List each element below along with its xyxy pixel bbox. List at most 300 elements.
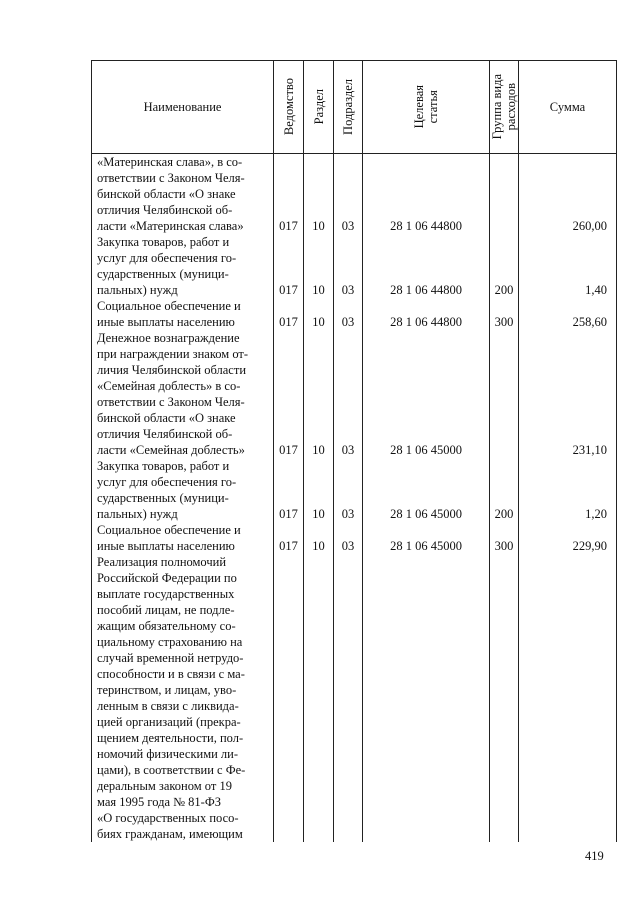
tselevaya-statya-cell	[363, 490, 490, 506]
table-row	[92, 778, 617, 794]
razdel-cell	[304, 778, 334, 794]
vedomstvo-cell	[274, 762, 304, 778]
table-row	[92, 282, 617, 298]
vedomstvo-cell	[274, 826, 304, 842]
summa-cell	[519, 746, 617, 762]
vedomstvo-cell	[274, 458, 304, 474]
vedomstvo-cell	[274, 714, 304, 730]
row-name-line: ответствии с Законом Челя-	[92, 170, 274, 186]
podrazdel-cell	[334, 298, 363, 314]
tselevaya-statya-cell	[363, 602, 490, 618]
podrazdel-cell	[334, 618, 363, 634]
tselevaya-statya-cell	[363, 650, 490, 666]
vedomstvo-cell	[274, 602, 304, 618]
tselevaya-statya-cell	[363, 682, 490, 698]
summa-cell	[519, 250, 617, 266]
razdel-cell	[304, 618, 334, 634]
tselevaya-statya-cell	[363, 266, 490, 282]
razdel-cell	[304, 234, 334, 250]
tselevaya-statya-cell	[363, 570, 490, 586]
vedomstvo-cell	[274, 234, 304, 250]
podrazdel-cell	[334, 730, 363, 746]
table-row	[92, 506, 617, 522]
podrazdel-cell	[334, 474, 363, 490]
row-name-line: Российской Федерации по	[92, 570, 274, 586]
table-row	[92, 570, 617, 586]
table-row	[92, 394, 617, 410]
gruppa-cell	[490, 298, 519, 314]
gruppa-cell	[490, 186, 519, 202]
vedomstvo-cell	[274, 810, 304, 826]
podrazdel-cell	[334, 778, 363, 794]
podrazdel-cell	[334, 570, 363, 586]
vedomstvo-cell	[274, 666, 304, 682]
table-row	[92, 650, 617, 666]
tselevaya-statya-cell	[363, 378, 490, 394]
gruppa-cell	[490, 682, 519, 698]
gruppa-cell	[490, 490, 519, 506]
row-name-line: Реализация полномочий	[92, 554, 274, 570]
table-row	[92, 522, 617, 538]
gruppa-cell	[490, 154, 519, 171]
razdel-cell	[304, 186, 334, 202]
razdel-cell	[304, 762, 334, 778]
summa-cell	[519, 618, 617, 634]
tselevaya-statya-cell	[363, 426, 490, 442]
gruppa-cell	[490, 650, 519, 666]
table-row	[92, 314, 617, 330]
vedomstvo-cell	[274, 362, 304, 378]
podrazdel-cell	[334, 202, 363, 218]
razdel-cell	[304, 810, 334, 826]
header-razdel: Раздел	[304, 61, 334, 154]
tselevaya-statya-cell	[363, 410, 490, 426]
budget-table	[91, 60, 617, 842]
row-name-line: номочий физическими ли-	[92, 746, 274, 762]
gruppa-cell	[490, 202, 519, 218]
podrazdel-cell	[334, 650, 363, 666]
vedomstvo-cell	[274, 266, 304, 282]
row-name-line: при награждении знаком от-	[92, 346, 274, 362]
razdel-cell	[304, 698, 334, 714]
summa-cell	[519, 666, 617, 682]
summa-cell	[519, 234, 617, 250]
tselevaya-statya-cell	[363, 234, 490, 250]
summa-cell	[519, 650, 617, 666]
tselevaya-statya-cell	[363, 778, 490, 794]
table-row	[92, 426, 617, 442]
tselevaya-statya-cell	[363, 346, 490, 362]
row-name-line: Социальное обеспечение и	[92, 522, 274, 538]
table-row	[92, 554, 617, 570]
gruppa-cell	[490, 474, 519, 490]
vedomstvo-cell	[274, 410, 304, 426]
vedomstvo-cell	[274, 634, 304, 650]
summa-cell	[519, 826, 617, 842]
row-name-line: бинской области «О знаке	[92, 186, 274, 202]
summa-cell	[519, 586, 617, 602]
row-name-line: «Семейная доблесть» в со-	[92, 378, 274, 394]
tselevaya-statya-cell	[363, 474, 490, 490]
razdel-cell: 10	[304, 442, 334, 458]
vedomstvo-cell	[274, 746, 304, 762]
vedomstvo-cell: 017	[274, 282, 304, 298]
razdel-cell	[304, 266, 334, 282]
podrazdel-cell: 03	[334, 442, 363, 458]
table-body	[92, 154, 617, 843]
podrazdel-cell: 03	[334, 282, 363, 298]
vedomstvo-cell	[274, 618, 304, 634]
razdel-cell	[304, 826, 334, 842]
row-name-line: щением деятельности, пол-	[92, 730, 274, 746]
tselevaya-statya-cell	[363, 170, 490, 186]
summa-cell: 1,40	[519, 282, 617, 298]
tselevaya-statya-cell	[363, 458, 490, 474]
summa-cell	[519, 490, 617, 506]
razdel-cell	[304, 154, 334, 171]
vedomstvo-cell	[274, 346, 304, 362]
razdel-cell	[304, 634, 334, 650]
row-name-line: циальному страхованию на	[92, 634, 274, 650]
table-row	[92, 378, 617, 394]
razdel-cell: 10	[304, 218, 334, 234]
summa-cell	[519, 298, 617, 314]
row-name-line: Закупка товаров, работ и	[92, 234, 274, 250]
row-name-line: бинской области «О знаке	[92, 410, 274, 426]
podrazdel-cell	[334, 234, 363, 250]
tselevaya-statya-cell	[363, 362, 490, 378]
tselevaya-statya-cell	[363, 698, 490, 714]
razdel-cell	[304, 298, 334, 314]
summa-cell	[519, 810, 617, 826]
tselevaya-statya-cell: 28 1 06 44800	[363, 314, 490, 330]
table-row	[92, 154, 617, 171]
summa-cell	[519, 346, 617, 362]
podrazdel-cell: 03	[334, 538, 363, 554]
razdel-cell	[304, 330, 334, 346]
summa-cell	[519, 682, 617, 698]
summa-cell	[519, 170, 617, 186]
table-row	[92, 698, 617, 714]
gruppa-cell	[490, 458, 519, 474]
gruppa-cell	[490, 522, 519, 538]
table-row	[92, 442, 617, 458]
tselevaya-statya-cell	[363, 394, 490, 410]
table-row	[92, 234, 617, 250]
table-row	[92, 714, 617, 730]
podrazdel-cell	[334, 458, 363, 474]
table-row	[92, 618, 617, 634]
row-name-line: услуг для обеспечения го-	[92, 474, 274, 490]
gruppa-cell	[490, 170, 519, 186]
razdel-cell: 10	[304, 314, 334, 330]
table-row	[92, 266, 617, 282]
summa-cell	[519, 602, 617, 618]
row-name-line: «Материнская слава», в со-	[92, 154, 274, 171]
summa-cell	[519, 474, 617, 490]
summa-cell	[519, 202, 617, 218]
tselevaya-statya-cell: 28 1 06 44800	[363, 282, 490, 298]
tselevaya-statya-cell	[363, 762, 490, 778]
summa-cell: 260,00	[519, 218, 617, 234]
razdel-cell	[304, 650, 334, 666]
podrazdel-cell: 03	[334, 506, 363, 522]
podrazdel-cell	[334, 826, 363, 842]
tselevaya-statya-cell: 28 1 06 44800	[363, 218, 490, 234]
table-row	[92, 202, 617, 218]
summa-cell	[519, 730, 617, 746]
row-name-line: Закупка товаров, работ и	[92, 458, 274, 474]
table-row	[92, 794, 617, 810]
vedomstvo-cell	[274, 202, 304, 218]
vedomstvo-cell	[274, 394, 304, 410]
razdel-cell	[304, 250, 334, 266]
tselevaya-statya-cell	[363, 714, 490, 730]
row-name-line: цией организаций (прекра-	[92, 714, 274, 730]
summa-cell	[519, 154, 617, 171]
row-name-line: «О государственных посо-	[92, 810, 274, 826]
podrazdel-cell	[334, 330, 363, 346]
razdel-cell	[304, 570, 334, 586]
razdel-cell	[304, 714, 334, 730]
podrazdel-cell	[334, 378, 363, 394]
tselevaya-statya-cell	[363, 186, 490, 202]
vedomstvo-cell	[274, 794, 304, 810]
vedomstvo-cell	[274, 522, 304, 538]
table-row	[92, 602, 617, 618]
podrazdel-cell	[334, 682, 363, 698]
razdel-cell	[304, 170, 334, 186]
tselevaya-statya-cell: 28 1 06 45000	[363, 442, 490, 458]
summa-cell	[519, 266, 617, 282]
tselevaya-statya-cell	[363, 522, 490, 538]
vedomstvo-cell	[274, 698, 304, 714]
podrazdel-cell	[334, 714, 363, 730]
summa-cell	[519, 522, 617, 538]
row-name-line: сударственных (муници-	[92, 490, 274, 506]
gruppa-cell	[490, 730, 519, 746]
gruppa-cell	[490, 442, 519, 458]
podrazdel-cell	[334, 666, 363, 682]
podrazdel-cell	[334, 746, 363, 762]
table-row	[92, 186, 617, 202]
gruppa-cell: 300	[490, 538, 519, 554]
row-name-line: случай временной нетрудо-	[92, 650, 274, 666]
summa-cell	[519, 634, 617, 650]
razdel-cell	[304, 426, 334, 442]
row-name-line: ласти «Семейная доблесть»	[92, 442, 274, 458]
razdel-cell	[304, 474, 334, 490]
razdel-cell	[304, 666, 334, 682]
gruppa-cell	[490, 410, 519, 426]
gruppa-cell: 200	[490, 282, 519, 298]
row-name-line: Денежное вознаграждение	[92, 330, 274, 346]
razdel-cell	[304, 794, 334, 810]
vedomstvo-cell	[274, 170, 304, 186]
gruppa-cell: 300	[490, 314, 519, 330]
tselevaya-statya-cell	[363, 634, 490, 650]
podrazdel-cell	[334, 554, 363, 570]
razdel-cell: 10	[304, 282, 334, 298]
table-row	[92, 362, 617, 378]
row-name-line: теринством, и лицам, уво-	[92, 682, 274, 698]
table-header-row	[92, 61, 617, 154]
table-row	[92, 490, 617, 506]
summa-cell	[519, 394, 617, 410]
vedomstvo-cell	[274, 298, 304, 314]
row-name-line: ответствии с Законом Челя-	[92, 394, 274, 410]
vedomstvo-cell	[274, 554, 304, 570]
podrazdel-cell	[334, 490, 363, 506]
row-name-line: отличия Челябинской об-	[92, 202, 274, 218]
podrazdel-cell	[334, 762, 363, 778]
summa-cell	[519, 794, 617, 810]
table-row	[92, 634, 617, 650]
razdel-cell	[304, 346, 334, 362]
row-name-line: способности и в связи с ма-	[92, 666, 274, 682]
gruppa-cell	[490, 554, 519, 570]
gruppa-cell	[490, 634, 519, 650]
table-row	[92, 666, 617, 682]
table-row	[92, 730, 617, 746]
table-row	[92, 250, 617, 266]
gruppa-cell	[490, 266, 519, 282]
row-name-line: ленным в связи с ликвида-	[92, 698, 274, 714]
gruppa-cell	[490, 666, 519, 682]
tselevaya-statya-cell	[363, 794, 490, 810]
table-row	[92, 474, 617, 490]
podrazdel-cell	[334, 522, 363, 538]
summa-cell	[519, 410, 617, 426]
tselevaya-statya-cell	[363, 202, 490, 218]
row-name-line: пальных) нужд	[92, 506, 274, 522]
tselevaya-statya-cell	[363, 810, 490, 826]
podrazdel-cell	[334, 266, 363, 282]
podrazdel-cell	[334, 602, 363, 618]
table-row	[92, 586, 617, 602]
summa-cell	[519, 426, 617, 442]
summa-cell	[519, 330, 617, 346]
vedomstvo-cell	[274, 426, 304, 442]
summa-cell	[519, 714, 617, 730]
gruppa-cell	[490, 762, 519, 778]
tselevaya-statya-cell	[363, 826, 490, 842]
razdel-cell: 10	[304, 506, 334, 522]
razdel-cell	[304, 458, 334, 474]
row-name-line: выплате государственных	[92, 586, 274, 602]
gruppa-cell	[490, 746, 519, 762]
tselevaya-statya-cell	[363, 618, 490, 634]
row-name-line: личия Челябинской области	[92, 362, 274, 378]
razdel-cell	[304, 394, 334, 410]
gruppa-cell	[490, 714, 519, 730]
tselevaya-statya-cell	[363, 554, 490, 570]
row-name-line: Социальное обеспечение и	[92, 298, 274, 314]
row-name-line: иные выплаты населению	[92, 314, 274, 330]
summa-cell	[519, 186, 617, 202]
table-row	[92, 218, 617, 234]
podrazdel-cell	[334, 586, 363, 602]
table-row	[92, 538, 617, 554]
podrazdel-cell	[334, 810, 363, 826]
razdel-cell: 10	[304, 538, 334, 554]
gruppa-cell	[490, 826, 519, 842]
vedomstvo-cell	[274, 570, 304, 586]
podrazdel-cell	[334, 794, 363, 810]
table-row	[92, 410, 617, 426]
vedomstvo-cell	[274, 154, 304, 171]
summa-cell	[519, 570, 617, 586]
table-row	[92, 746, 617, 762]
vedomstvo-cell: 017	[274, 218, 304, 234]
table-row	[92, 826, 617, 842]
razdel-cell	[304, 746, 334, 762]
row-name-line: деральным законом от 19	[92, 778, 274, 794]
podrazdel-cell: 03	[334, 218, 363, 234]
tselevaya-statya-cell	[363, 586, 490, 602]
razdel-cell	[304, 602, 334, 618]
summa-cell: 231,10	[519, 442, 617, 458]
gruppa-cell	[490, 218, 519, 234]
gruppa-cell	[490, 570, 519, 586]
header-gruppa-vida-raskhodov: Группа вида расходов	[490, 61, 519, 154]
tselevaya-statya-cell	[363, 154, 490, 171]
tselevaya-statya-cell: 28 1 06 45000	[363, 538, 490, 554]
podrazdel-cell	[334, 698, 363, 714]
gruppa-cell	[490, 810, 519, 826]
table-row	[92, 330, 617, 346]
row-name-line: пальных) нужд	[92, 282, 274, 298]
vedomstvo-cell	[274, 250, 304, 266]
table-row	[92, 762, 617, 778]
podrazdel-cell	[334, 154, 363, 171]
header-podrazdel: Подраздел	[334, 61, 363, 154]
gruppa-cell	[490, 378, 519, 394]
vedomstvo-cell	[274, 378, 304, 394]
gruppa-cell	[490, 234, 519, 250]
tselevaya-statya-cell	[363, 730, 490, 746]
header-name: Наименование	[92, 61, 274, 154]
table-row	[92, 682, 617, 698]
gruppa-cell	[490, 602, 519, 618]
summa-cell	[519, 762, 617, 778]
gruppa-cell	[490, 362, 519, 378]
podrazdel-cell: 03	[334, 314, 363, 330]
row-name-line: иные выплаты населению	[92, 538, 274, 554]
gruppa-cell	[490, 794, 519, 810]
row-name-line: цами), в соответствии с Фе-	[92, 762, 274, 778]
vedomstvo-cell	[274, 650, 304, 666]
vedomstvo-cell: 017	[274, 442, 304, 458]
summa-cell	[519, 378, 617, 394]
vedomstvo-cell	[274, 186, 304, 202]
podrazdel-cell	[334, 394, 363, 410]
podrazdel-cell	[334, 426, 363, 442]
vedomstvo-cell: 017	[274, 538, 304, 554]
tselevaya-statya-cell	[363, 330, 490, 346]
podrazdel-cell	[334, 250, 363, 266]
row-name-line: биях гражданам, имеющим	[92, 826, 274, 842]
gruppa-cell	[490, 698, 519, 714]
header-summa: Сумма	[519, 61, 617, 154]
summa-cell	[519, 458, 617, 474]
gruppa-cell: 200	[490, 506, 519, 522]
podrazdel-cell	[334, 410, 363, 426]
podrazdel-cell	[334, 346, 363, 362]
tselevaya-statya-cell	[363, 298, 490, 314]
gruppa-cell	[490, 586, 519, 602]
tselevaya-statya-cell	[363, 250, 490, 266]
